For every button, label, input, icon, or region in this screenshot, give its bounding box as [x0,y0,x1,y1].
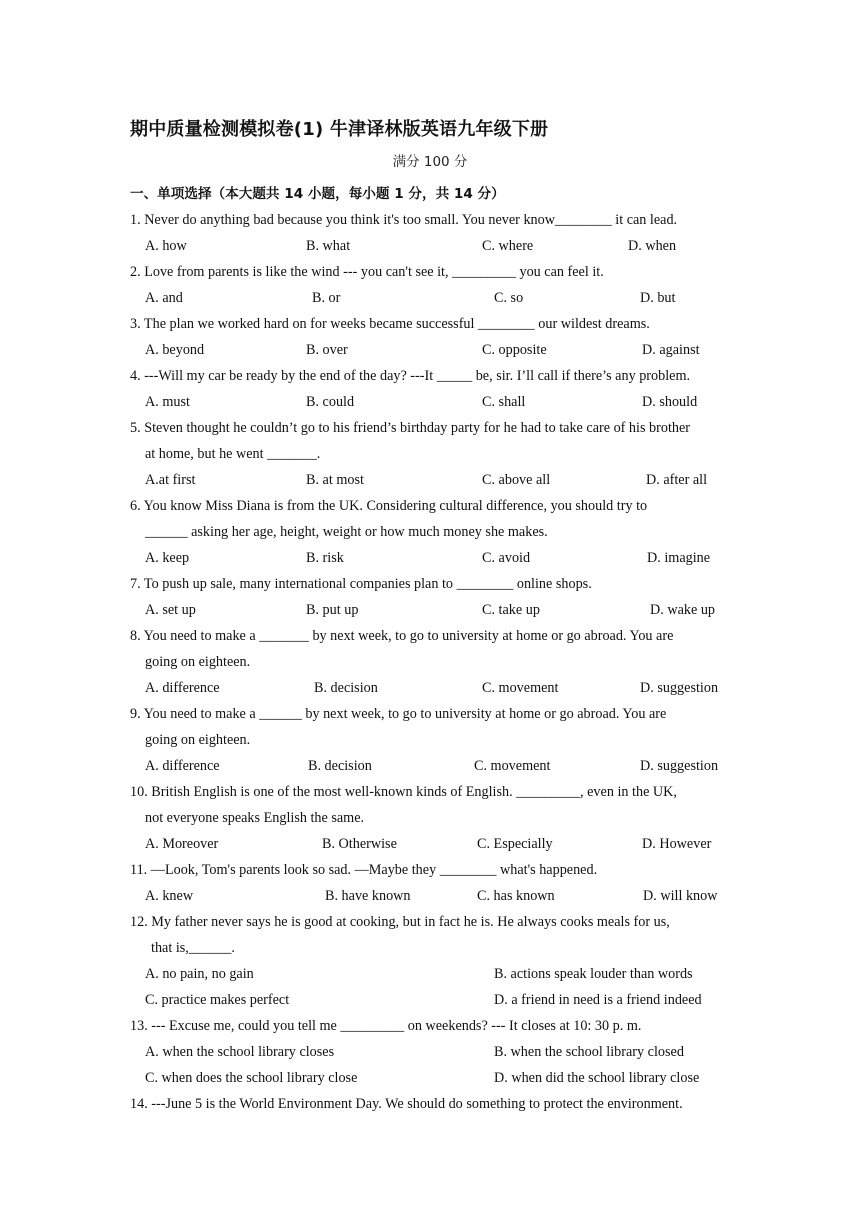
question-2-option-d: D. but [640,290,676,306]
page-subtitle: 满分 100 分 [392,154,468,170]
question-3-option-c: C. opposite [482,342,547,358]
question-5-option-d: D. after all [646,472,708,488]
question-13-stem: 13. --- Excuse me, could you tell me _________ on weekends? --- It closes at 10: 30 p. m. [130,1018,642,1034]
question-10-stem-continued: not everyone speaks English the same. [145,810,365,826]
question-3-option-b: B. over [306,342,348,358]
question-1-option-b: B. what [306,238,351,254]
question-12-option-b: B. actions speak louder than words [494,966,693,982]
question-11-stem: 11. —Look, Tom's parents look so sad. —Maybe they ________ what's happened. [130,862,598,878]
question-10-stem: 10. British English is one of the most well-known kinds of English. _________, even in the UK, [130,784,677,800]
question-1-option-d: D. when [628,238,677,254]
question-2-option-b: B. or [312,290,341,306]
question-10-option-a: A. Moreover [145,836,219,852]
section-heading: 一、单项选择（本大题共 14 小题，每小题 1 分，共 14 分） [130,186,505,202]
question-13-option-c: C. when does the school library close [145,1070,358,1086]
question-9-option-d: D. suggestion [640,758,719,774]
question-8-option-a: A. difference [145,680,220,696]
question-6-option-c: C. avoid [482,550,531,566]
question-9-option-b: B. decision [308,758,372,774]
question-14-stem: 14. ---June 5 is the World Environment Day. We should do something to protect the environment. [130,1096,683,1112]
question-13-option-a: A. when the school library closes [145,1044,335,1060]
question-7-option-b: B. put up [306,602,359,618]
question-6-option-a: A. keep [145,550,190,566]
question-12-stem-continued: that is,______. [151,940,235,956]
question-6-stem-continued: ______ asking her age, height, weight or how much money she makes. [145,524,548,540]
question-5-option-c: C. above all [482,472,551,488]
question-5-stem-continued: at home, but he went _______. [145,446,321,462]
question-9-stem: 9. You need to make a ______ by next week, to go to university at home or go abroad. You are [130,706,667,722]
question-9-stem-continued: going on eighteen. [145,732,251,748]
question-4-option-b: B. could [306,394,355,410]
question-6-option-d: D. imagine [647,550,711,566]
question-7-option-a: A. set up [145,602,196,618]
question-5-option-b: B. at most [306,472,364,488]
question-6-stem: 6. You know Miss Diana is from the UK. Considering cultural difference, you should try to [130,498,648,514]
question-2-option-c: C. so [494,290,524,306]
question-7-option-c: C. take up [482,602,540,618]
question-11-option-a: A. knew [145,888,194,904]
question-8-option-d: D. suggestion [640,680,719,696]
question-13-option-d: D. when did the school library close [494,1070,700,1086]
question-12-stem: 12. My father never says he is good at cooking, but in fact he is. He always cooks meals for us, [130,914,670,930]
question-8-option-b: B. decision [314,680,378,696]
question-12-option-d: D. a friend in need is a friend indeed [494,992,702,1008]
question-4-option-d: D. should [642,394,698,410]
question-1-option-c: C. where [482,238,534,254]
question-11-option-b: B. have known [325,888,411,904]
question-11-option-c: C. has known [477,888,555,904]
question-1-option-a: A. how [145,238,187,254]
question-12-option-c: C. practice makes perfect [145,992,290,1008]
question-8-stem-continued: going on eighteen. [145,654,251,670]
question-3-option-a: A. beyond [145,342,205,358]
page-title: 期中质量检测模拟卷(1) 牛津译林版英语九年级下册 [130,119,549,140]
question-10-option-b: B. Otherwise [322,836,397,852]
question-10-option-c: C. Especially [477,836,553,852]
question-5-stem: 5. Steven thought he couldn’t go to his friend’s birthday party for he had to take care of his brother [130,420,691,436]
question-11-option-d: D. will know [643,888,718,904]
question-4-option-a: A. must [145,394,190,410]
question-7-option-d: D. wake up [650,602,716,618]
question-2-stem: 2. Love from parents is like the wind --- you can't see it, _________ you can feel it. [130,264,604,280]
question-8-stem: 8. You need to make a _______ by next week, to go to university at home or go abroad. You are [130,628,674,644]
question-10-option-d: D. However [642,836,712,852]
question-12-option-a: A. no pain, no gain [145,966,254,982]
question-3-option-d: D. against [642,342,700,358]
question-3-stem: 3. The plan we worked hard on for weeks became successful ________ our wildest dreams. [130,316,650,332]
question-9-option-a: A. difference [145,758,220,774]
question-4-stem: 4. ---Will my car be ready by the end of the day? ---It _____ be, sir. I’ll call if there’s any problem. [130,368,691,384]
question-2-option-a: A. and [145,290,183,306]
question-1-stem: 1. Never do anything bad because you think it's too small. You never know________ it can lead. [130,212,678,228]
question-7-stem: 7. To push up sale, many international companies plan to ________ online shops. [130,576,592,592]
question-6-option-b: B. risk [306,550,344,566]
question-8-option-c: C. movement [482,680,559,696]
question-5-option-a: A.at first [145,472,196,488]
question-13-option-b: B. when the school library closed [494,1044,684,1060]
question-9-option-c: C. movement [474,758,551,774]
question-4-option-c: C. shall [482,394,526,410]
